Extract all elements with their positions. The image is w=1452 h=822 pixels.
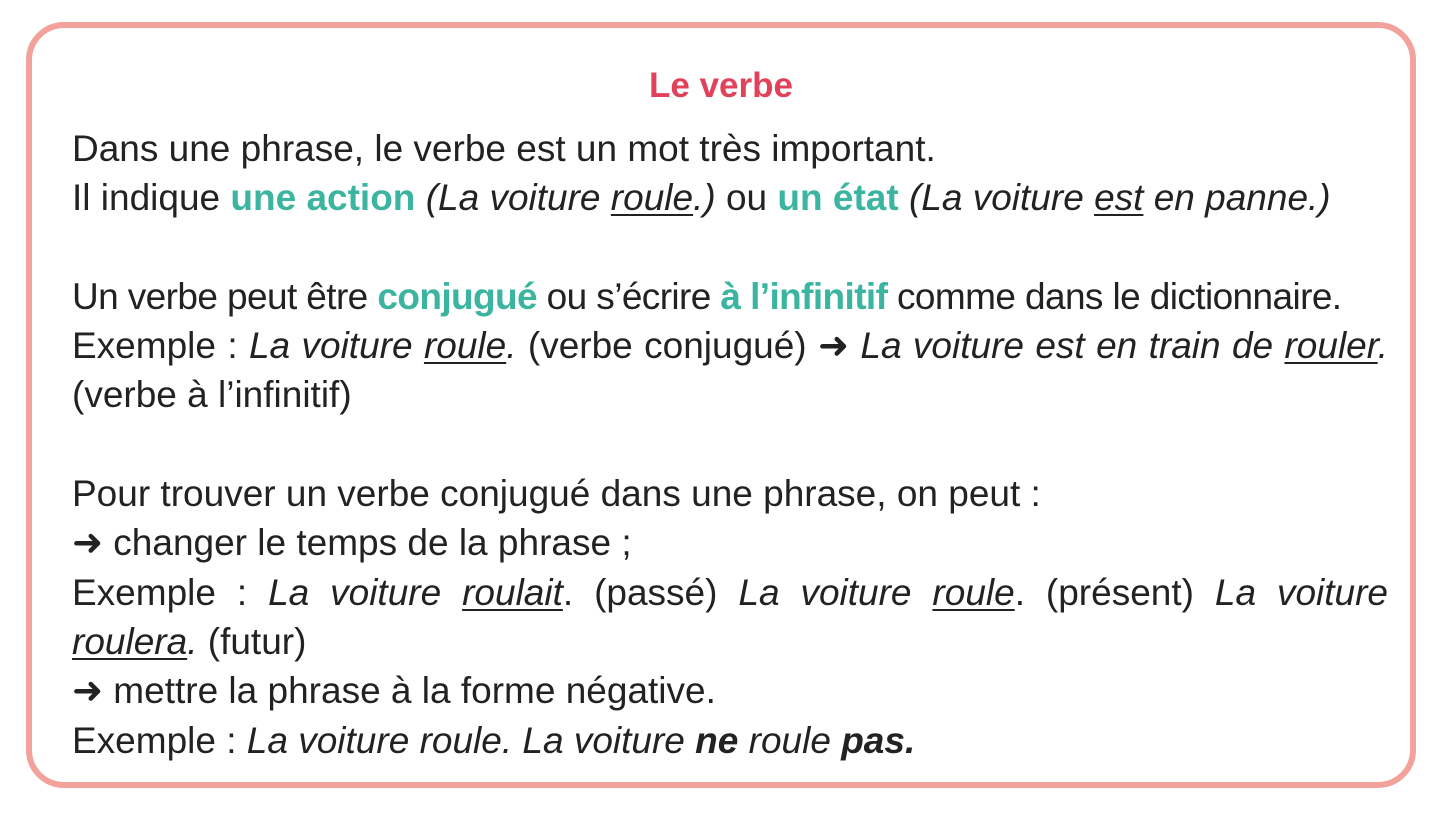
underlined-verb: roule [423, 325, 507, 367]
highlight-infinitive: à l’infinitif [720, 275, 888, 317]
text-fragment: ou s’écrire [536, 275, 721, 317]
example-fragment: La voiture [738, 571, 933, 613]
example-fragment: La voiture [1214, 571, 1388, 613]
example-fragment: La voiture [268, 571, 463, 613]
paragraph-1-line-2 [72, 173, 1388, 222]
lesson-title: Le verbe [649, 66, 793, 105]
text-fragment: . (présent) [1014, 571, 1215, 613]
example-fragment: La voiture roule. La voiture [246, 719, 696, 761]
example-fragment: La voiture est en train de [860, 325, 1285, 367]
text-fragment: (futur) [197, 620, 307, 662]
underlined-verb: roule [610, 177, 694, 219]
bold-negation: ne [695, 719, 739, 761]
method-1-example [72, 568, 1388, 667]
method-2-example [72, 716, 1388, 765]
example-fragment: . [1377, 325, 1388, 367]
arrow-icon: ➜ [72, 522, 104, 564]
method-item-1 [72, 518, 1388, 567]
bold-negation: pas. [841, 719, 916, 761]
highlight-state: un état [777, 177, 899, 219]
lesson-body [72, 124, 1388, 765]
example-fragment: La voiture [248, 325, 424, 367]
sentence-definition: Dans une phrase, le verbe est un mot très important. [72, 128, 936, 169]
text-fragment: Un verbe peut être [72, 275, 378, 317]
text-fragment: (verbe à l’infinitif) [72, 374, 352, 416]
highlight-action: une action [230, 177, 416, 219]
paragraph-3-line-1 [72, 469, 1388, 518]
paragraph-gap [72, 420, 1388, 469]
example-label: Exemple : [72, 325, 249, 367]
paragraph-1-line-1 [72, 124, 1388, 173]
method-item-2 [72, 666, 1388, 715]
underlined-verb: roulera [72, 620, 188, 662]
paragraph-gap [72, 223, 1388, 272]
underlined-verb: roulait [462, 571, 563, 613]
example-label: Exemple : [72, 719, 247, 761]
underlined-verb: est [1094, 177, 1144, 219]
arrow-icon: ➜ [72, 670, 104, 712]
example-fragment: . [506, 325, 517, 367]
arrow-icon: ➜ [818, 325, 850, 367]
example-fragment: . [187, 620, 198, 662]
example-fragment: .) [693, 177, 716, 219]
example-label: Exemple : [72, 571, 269, 613]
lesson-card [26, 22, 1416, 788]
underlined-verb: roule [932, 571, 1015, 613]
text-fragment: changer le temps de la phrase ; [103, 522, 632, 564]
example-fragment: en panne.) [1143, 177, 1331, 219]
paragraph-2-example [72, 321, 1388, 420]
text-fragment: mettre la phrase à la forme négative. [103, 670, 716, 712]
paragraph-2-line-1 [72, 272, 1388, 321]
text-fragment: ou [715, 177, 778, 219]
example-fragment: (La voiture [898, 177, 1095, 219]
underlined-verb: rouler [1284, 325, 1378, 367]
highlight-conjugated: conjugué [377, 275, 537, 317]
example-fragment: roule [738, 719, 842, 761]
text-fragment: Il indique [72, 177, 231, 219]
text-fragment: (verbe conjugué) [527, 325, 818, 367]
text-fragment: comme dans le dictionnaire. [887, 275, 1342, 317]
text-fragment: . (passé) [562, 571, 739, 613]
example-fragment: (La voiture [415, 177, 611, 219]
text-fragment: Pour trouver un verbe conjugué dans une phrase, on peut : [72, 473, 1041, 515]
